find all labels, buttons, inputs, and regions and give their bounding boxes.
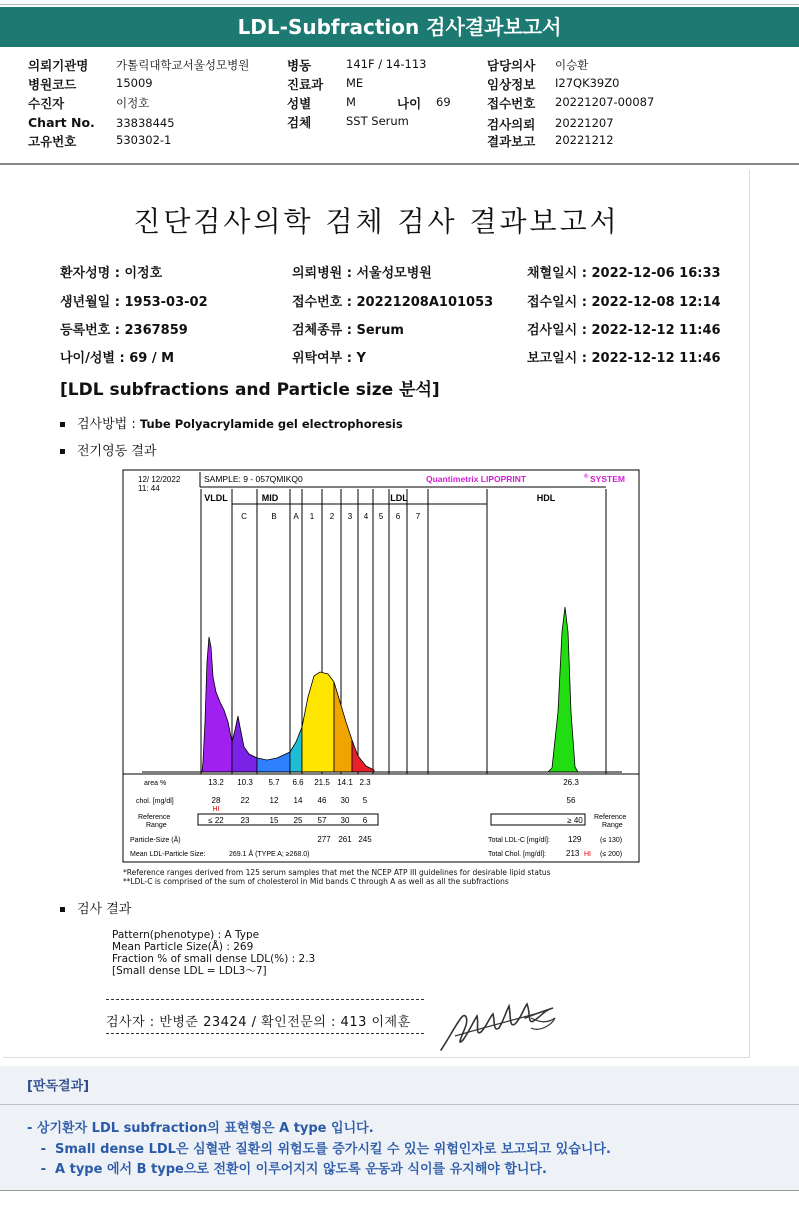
bullet-icon	[60, 907, 65, 912]
electro-label: 전기영동 결과	[77, 444, 157, 459]
area-value: 5.7	[268, 778, 280, 787]
total-chol-label: Total Chol. [mg/dl]:	[488, 851, 546, 858]
header-label: 성별	[287, 96, 312, 111]
header-label: 고유번호	[28, 134, 77, 149]
row-label: chol. [mg/dl]	[136, 798, 174, 805]
patient-info: 의뢰병원 : 서울성모병원	[292, 266, 432, 281]
header-label: 수진자	[28, 96, 65, 111]
reference-value: 15	[269, 816, 279, 825]
reference-value: 57	[317, 816, 327, 825]
header-label: 진료과	[287, 77, 324, 92]
band-label: 2	[329, 512, 335, 521]
reference-value: ≥ 40	[567, 816, 583, 825]
band-label: 1	[309, 512, 315, 521]
band-label: 7	[415, 512, 421, 521]
signature-divider	[106, 999, 424, 1000]
reference-value: 6	[362, 816, 368, 825]
patient-info: 환자성명 : 이정호	[60, 266, 163, 281]
chart-sample: SAMPLE: 9 - 057QMIKQ0	[204, 474, 303, 484]
chol-value: 14	[293, 796, 303, 805]
patient-info: 보고일시 : 2022-12-12 11:46	[527, 351, 721, 366]
header-label: 병원코드	[28, 77, 77, 92]
section-title: [LDL subfractions and Particle size 분석]	[60, 380, 440, 400]
band-label: A	[293, 512, 299, 521]
header-value: 20221212	[555, 133, 614, 147]
band-label: 5	[378, 512, 384, 521]
patient-info: 나이/성별 : 69 / M	[60, 351, 175, 366]
signature-line: 검사자 : 반병준 23424 / 확인전문의 : 413 이제훈	[106, 1015, 411, 1030]
header-value: I27QK39Z0	[555, 76, 620, 90]
particle-size-label: Particle-Size (Å)	[130, 837, 181, 844]
area-value: 10.3	[237, 778, 253, 787]
particle-size-value: 277	[317, 835, 331, 844]
header-label: 접수번호	[487, 96, 536, 111]
reference-value: 25	[293, 816, 303, 825]
header-label: 결과보고	[487, 134, 536, 149]
reference-value: 23	[240, 816, 250, 825]
patient-info: 검사일시 : 2022-12-12 11:46	[527, 323, 721, 338]
interpretation-line: - Small dense LDL은 심혈관 질환의 위험도를 증가시킬 수 있는 위험인자로 보고되고 있습니다.	[27, 1142, 611, 1157]
signature-divider	[106, 1033, 424, 1034]
handwritten-signature	[435, 988, 565, 1058]
bullet-icon	[60, 422, 65, 427]
interpretation-divider	[0, 1104, 799, 1105]
hi-flag: HI	[212, 806, 220, 813]
page-end-line	[0, 1190, 799, 1191]
patient-info: 채혈일시 : 2022-12-06 16:33	[527, 266, 721, 281]
reference-value: ≤ 22	[208, 816, 224, 825]
total-chol-value: 213	[566, 849, 580, 858]
header-value: 이승환	[555, 58, 589, 72]
method-label: 검사방법 :	[77, 417, 140, 432]
patient-info: 생년월일 : 1953-03-02	[60, 295, 208, 310]
header-value: 가톨릭대학교서울성모병원	[116, 58, 250, 72]
chart-brand-suffix: SYSTEM	[590, 474, 625, 484]
area-value: 21.5	[314, 778, 330, 787]
page-title: LDL-Subfraction 검사결과보고서	[0, 7, 799, 47]
chart-time: 11: 44	[138, 484, 160, 493]
band-label: B	[271, 512, 277, 521]
footnote: **LDL-C is comprised of the sum of cholesterol in Mid bands C through A as well as all the subfractions	[123, 877, 509, 886]
header-info	[0, 0, 799, 160]
total-chol-ref: (≤ 200)	[600, 851, 623, 858]
chol-value: 56	[566, 796, 576, 805]
area-value: 14.1	[337, 778, 353, 787]
particle-size-value: 245	[358, 835, 372, 844]
electro-line	[60, 440, 156, 459]
header-value: 이정호	[116, 96, 150, 110]
total-chol-flag: HI	[584, 851, 591, 858]
interpretation-line: - 상기환자 LDL subfraction의 표현형은 A type 입니다.	[27, 1121, 374, 1136]
area-value: 2.3	[359, 778, 371, 787]
header-value: 15009	[116, 76, 153, 90]
result-text: [Small dense LDL = LDL3～7]	[112, 965, 267, 977]
reference-value: 30	[340, 816, 350, 825]
row-label: Reference	[138, 814, 171, 821]
total-ldl-ref: (≤ 130)	[600, 837, 623, 844]
report-title: 진단검사의학 검체 검사 결과보고서	[133, 205, 620, 238]
patient-info: 위탁여부 : Y	[292, 351, 366, 366]
result-line	[60, 898, 131, 917]
result-text: Fraction % of small dense LDL(%) : 2.3	[112, 953, 316, 965]
chol-value: 28	[211, 796, 221, 805]
chol-value: 46	[317, 796, 327, 805]
group-label: MID	[261, 493, 279, 503]
chart-brand: Quantimetrix LIPOPRINT	[426, 474, 527, 484]
header-value: 530302-1	[116, 133, 172, 147]
footnote: *Reference ranges derived from 125 serum samples that met the NCEP ATP III guidelines for desirable lipid status	[123, 868, 551, 877]
mean-ldl-label: Mean LDL-Particle Size:	[130, 851, 206, 858]
age-value: 69	[436, 95, 451, 109]
header-value: 20221207	[555, 116, 614, 130]
interpretation-line: - A type 에서 B type으로 전환이 이루어지지 않도록 운동과 식이를 유지해야 합니다.	[27, 1162, 547, 1177]
mean-ldl-value: 269.1 Å (TYPE A; ≥268.0)	[229, 851, 310, 858]
header-label: 검사의뢰	[487, 117, 536, 132]
chart-brand-mark: ®	[584, 474, 589, 480]
lipoprint-chart	[122, 469, 640, 863]
header-value: SST Serum	[346, 114, 409, 128]
header-divider	[0, 163, 799, 165]
area-value: 13.2	[208, 778, 224, 787]
result-label: 검사 결과	[77, 902, 132, 917]
area-value: 26.3	[563, 778, 579, 787]
method-value: Tube Polyacrylamide gel electrophoresis	[139, 417, 403, 431]
header-label: 검체	[287, 115, 312, 130]
result-text: Pattern(phenotype) : A Type	[112, 929, 260, 941]
band-label: C	[241, 512, 247, 521]
band-label: 4	[363, 512, 369, 521]
header-value: 20221207-00087	[555, 95, 655, 109]
report-document	[3, 170, 750, 1058]
reference-label-right: Range	[602, 822, 623, 829]
header-label: 담당의사	[487, 58, 536, 73]
chol-value: 5	[362, 796, 368, 805]
chol-value: 22	[240, 796, 250, 805]
result-text: Mean Particle Size(Å) : 269	[112, 941, 254, 953]
chol-value: 30	[340, 796, 350, 805]
header-value: 33838445	[116, 116, 175, 130]
band-label: 6	[395, 512, 401, 521]
patient-info: 등록번호 : 2367859	[60, 323, 188, 338]
particle-size-value: 261	[338, 835, 352, 844]
chart-date: 12/ 12/2022	[138, 475, 181, 484]
method-line	[60, 413, 403, 432]
header-label: Chart No.	[28, 115, 95, 130]
header-value: 141F / 14-113	[346, 57, 427, 71]
header-value: ME	[346, 76, 364, 90]
row-label: area %	[144, 780, 167, 787]
band-label: 3	[347, 512, 353, 521]
header-label: 의뢰기관명	[28, 58, 89, 73]
group-label: LDL	[390, 493, 408, 503]
patient-info: 접수일시 : 2022-12-08 12:14	[527, 295, 721, 310]
patient-info: 검체종류 : Serum	[292, 323, 404, 338]
interpretation-header: [판독결과]	[27, 1079, 90, 1094]
group-label: HDL	[536, 493, 556, 503]
age-label: 나이	[397, 96, 422, 111]
header-label: 병동	[287, 58, 312, 73]
header-label: 임상정보	[487, 77, 536, 92]
total-ldl-label: Total LDL-C [mg/dl]:	[488, 837, 550, 844]
group-label: VLDL	[204, 493, 228, 503]
header-value: M	[346, 95, 356, 109]
chol-value: 12	[269, 796, 279, 805]
reference-label-right: Reference	[594, 814, 627, 821]
bullet-icon	[60, 449, 65, 454]
area-value: 6.6	[292, 778, 304, 787]
patient-info: 접수번호 : 20221208A101053	[292, 295, 494, 310]
interpretation-panel	[0, 1066, 799, 1190]
row-label: Range	[146, 822, 167, 829]
total-ldl-value: 129	[568, 835, 582, 844]
